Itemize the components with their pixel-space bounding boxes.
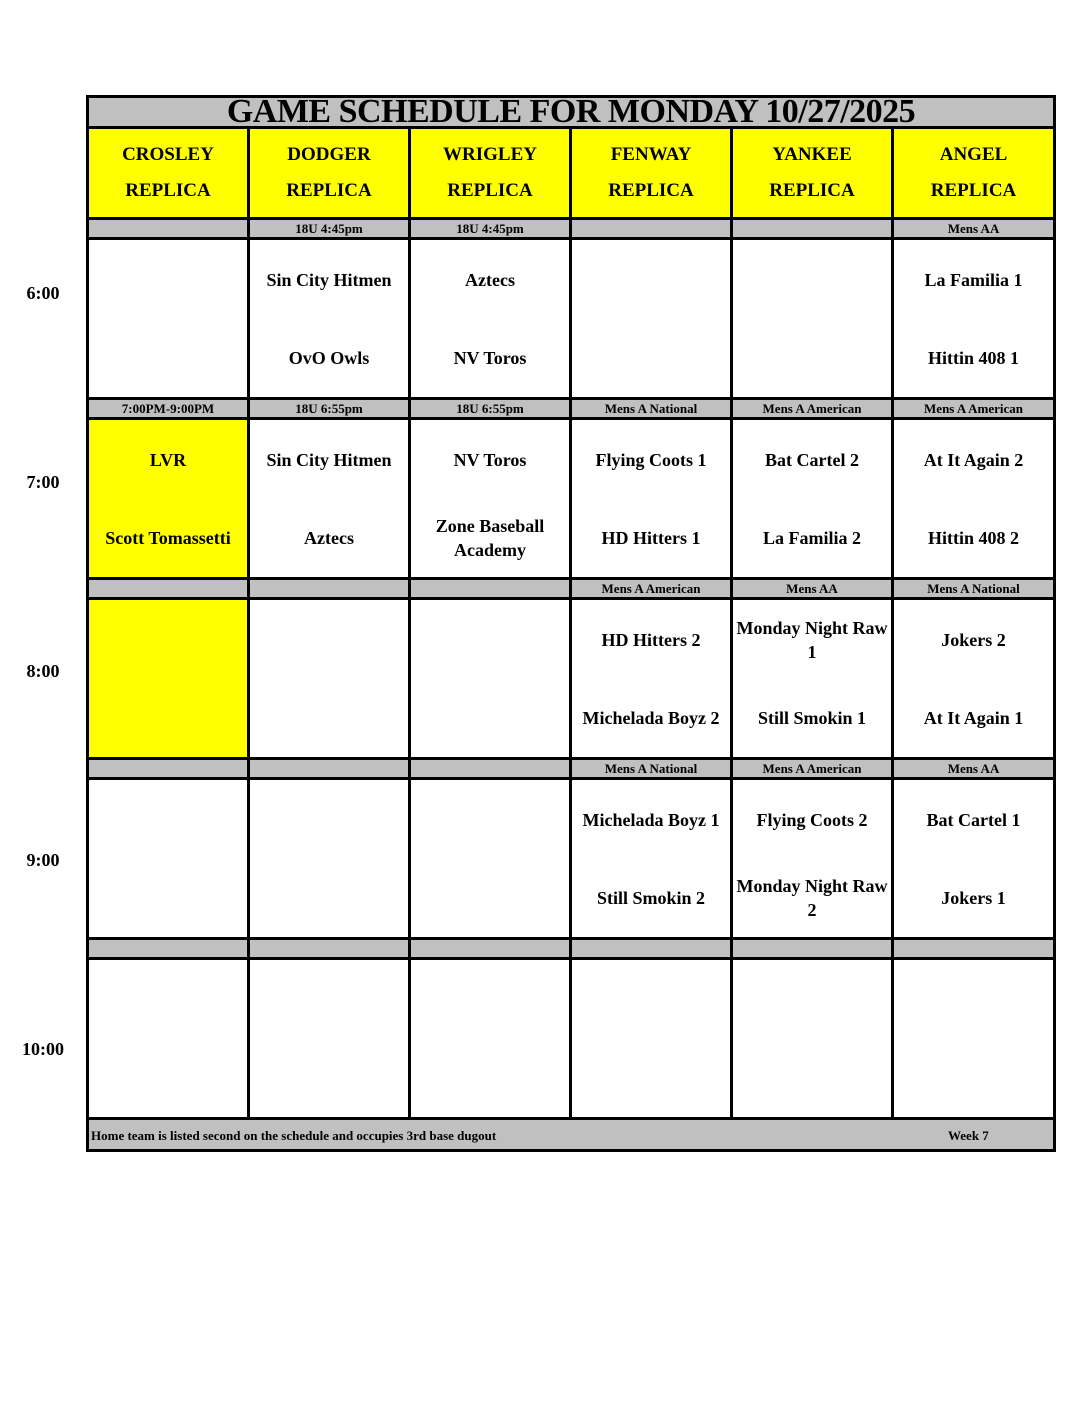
away-team [894, 961, 1053, 1039]
slot-label-row [88, 579, 1055, 599]
away-team: Sin City Hitmen [266, 269, 392, 290]
game-cell [88, 959, 249, 1119]
away-team [572, 241, 730, 319]
game-row [88, 779, 1055, 939]
away-team: Michelada Boyz 1 [582, 809, 720, 830]
away-team: Sin City Hitmen [266, 449, 392, 470]
game-cell [893, 239, 1055, 399]
game-row [88, 599, 1055, 759]
slot-label [88, 579, 249, 599]
home-team: Jokers 1 [941, 887, 1006, 908]
slot-label: Mens A National [571, 399, 732, 419]
slot-label: Mens A National [571, 759, 732, 779]
time-label: 8:00 [26, 661, 60, 681]
home-team [411, 859, 569, 937]
game-cell [410, 599, 571, 759]
game-cell [88, 599, 249, 759]
game-cell [732, 419, 893, 579]
schedule-footer [88, 1119, 1055, 1151]
time-label: 6:00 [26, 283, 60, 303]
slot-label: 18U 4:45pm [249, 219, 410, 239]
slot-label [732, 939, 893, 959]
game-schedule-table [86, 95, 1056, 1152]
slot-label: Mens A American [893, 399, 1055, 419]
home-team: Hittin 408 2 [928, 527, 1020, 548]
field-name: FENWAY [610, 144, 692, 165]
home-team: Still Smokin 2 [596, 887, 706, 908]
away-team [89, 961, 247, 1039]
home-team: Scott Tomassetti [105, 527, 231, 548]
slot-label [249, 579, 410, 599]
slot-label: Mens A American [732, 759, 893, 779]
game-cell [571, 599, 732, 759]
slot-label [732, 219, 893, 239]
home-team: Hittin 408 1 [928, 347, 1020, 368]
field-header [571, 128, 732, 219]
field-header [88, 128, 249, 219]
slot-label [88, 219, 249, 239]
game-cell [893, 599, 1055, 759]
game-cell [893, 419, 1055, 579]
game-cell [571, 959, 732, 1119]
slot-label-row [88, 399, 1055, 419]
time-label: 7:00 [26, 472, 60, 492]
slot-label: 18U 6:55pm [249, 399, 410, 419]
home-team [250, 1039, 408, 1117]
away-team [89, 601, 247, 679]
field-type: REPLICA [125, 180, 211, 201]
game-cell [88, 239, 249, 399]
home-team [411, 679, 569, 757]
away-team: LVR [149, 449, 187, 470]
game-cell [88, 419, 249, 579]
slot-label [571, 939, 732, 959]
slot-label-row [88, 939, 1055, 959]
slot-label: Mens A American [571, 579, 732, 599]
home-team: At It Again 1 [923, 707, 1024, 728]
field-header-row [88, 128, 1055, 219]
slot-label: Mens AA [893, 219, 1055, 239]
schedule-title: GAME SCHEDULE FOR MONDAY 10/27/2025 [88, 97, 1055, 128]
field-type: REPLICA [286, 180, 372, 201]
slot-label [88, 759, 249, 779]
away-team: La Familia 1 [924, 269, 1023, 290]
home-team [250, 679, 408, 757]
game-cell [571, 779, 732, 939]
home-team: La Familia 2 [763, 527, 861, 548]
slot-label [249, 939, 410, 959]
field-header [732, 128, 893, 219]
slot-label [249, 759, 410, 779]
game-cell [249, 599, 410, 759]
away-team [411, 961, 569, 1039]
slot-label [571, 219, 732, 239]
field-type: REPLICA [447, 180, 533, 201]
field-type: REPLICA [769, 180, 855, 201]
home-team [733, 1039, 891, 1117]
home-team: HD Hitters 1 [601, 527, 701, 548]
home-team [411, 1039, 569, 1117]
field-name: WRIGLEY [443, 144, 537, 165]
home-team: Still Smokin 1 [757, 707, 867, 728]
away-team [250, 961, 408, 1039]
game-row [88, 419, 1055, 579]
game-cell [732, 779, 893, 939]
away-team [250, 781, 408, 859]
field-name: YANKEE [772, 144, 852, 165]
slot-label [893, 939, 1055, 959]
home-team [89, 859, 247, 937]
slot-label-row [88, 759, 1055, 779]
home-team [894, 1039, 1053, 1117]
slot-label-row [88, 219, 1055, 239]
slot-label [410, 759, 571, 779]
home-team [733, 319, 891, 397]
game-cell [88, 779, 249, 939]
game-cell [732, 599, 893, 759]
time-label: 9:00 [26, 850, 60, 870]
slot-label [410, 939, 571, 959]
away-team: Bat Cartel 2 [765, 449, 859, 470]
home-team: Monday Night Raw 2 [736, 875, 888, 920]
home-team: OvO Owls [288, 347, 370, 368]
slot-label: Mens AA [893, 759, 1055, 779]
week-label: Week 7 [948, 1128, 989, 1143]
game-cell [893, 779, 1055, 939]
game-cell [732, 239, 893, 399]
game-cell [893, 959, 1055, 1119]
schedule-body [88, 219, 1055, 1119]
game-cell [410, 239, 571, 399]
away-team: Flying Coots 1 [595, 449, 707, 470]
field-name: CROSLEY [122, 144, 214, 165]
game-row [88, 959, 1055, 1119]
away-team [411, 781, 569, 859]
game-cell [249, 239, 410, 399]
field-name: ANGEL [939, 144, 1008, 165]
away-team [89, 241, 247, 319]
away-team [572, 961, 730, 1039]
away-team: Aztecs [465, 269, 515, 290]
slot-label: 7:00PM-9:00PM [88, 399, 249, 419]
home-team: Zone Baseball Academy [435, 515, 545, 560]
home-team [572, 1039, 730, 1117]
slot-label: Mens A National [893, 579, 1055, 599]
slot-label: Mens A American [732, 399, 893, 419]
field-header [893, 128, 1055, 219]
field-type: REPLICA [608, 180, 694, 201]
game-cell [732, 959, 893, 1119]
field-header [249, 128, 410, 219]
away-team [250, 601, 408, 679]
away-team: Flying Coots 2 [756, 809, 868, 830]
home-team: Michelada Boyz 2 [582, 707, 720, 728]
game-cell [571, 419, 732, 579]
away-team: HD Hitters 2 [601, 629, 701, 650]
away-team: Jokers 2 [941, 629, 1006, 650]
slot-label: Mens AA [732, 579, 893, 599]
home-team [250, 859, 408, 937]
slot-label [88, 939, 249, 959]
game-cell [410, 419, 571, 579]
time-label: 10:00 [22, 1039, 64, 1059]
home-team: Aztecs [304, 527, 354, 548]
game-cell [249, 959, 410, 1119]
home-team [89, 1039, 247, 1117]
away-team: At It Again 2 [923, 449, 1024, 470]
slot-label: 18U 4:45pm [410, 219, 571, 239]
game-cell [410, 959, 571, 1119]
game-cell [410, 779, 571, 939]
away-team: NV Toros [453, 449, 527, 470]
slot-label: 18U 6:55pm [410, 399, 571, 419]
game-cell [571, 239, 732, 399]
game-cell [249, 419, 410, 579]
footer-note: Home team is listed second on the schedule and occupies 3rd base dugout [91, 1128, 497, 1143]
game-cell [249, 779, 410, 939]
away-team [733, 961, 891, 1039]
field-name: DODGER [287, 144, 371, 165]
home-team [89, 319, 247, 397]
home-team [89, 679, 247, 757]
home-team: NV Toros [453, 347, 527, 368]
field-type: REPLICA [930, 180, 1017, 201]
game-row [88, 239, 1055, 399]
away-team [733, 241, 891, 319]
away-team [411, 601, 569, 679]
field-header [410, 128, 571, 219]
away-team [89, 781, 247, 859]
away-team: Monday Night Raw 1 [736, 617, 888, 662]
slot-label [410, 579, 571, 599]
home-team [572, 319, 730, 397]
away-team: Bat Cartel 1 [926, 809, 1021, 830]
